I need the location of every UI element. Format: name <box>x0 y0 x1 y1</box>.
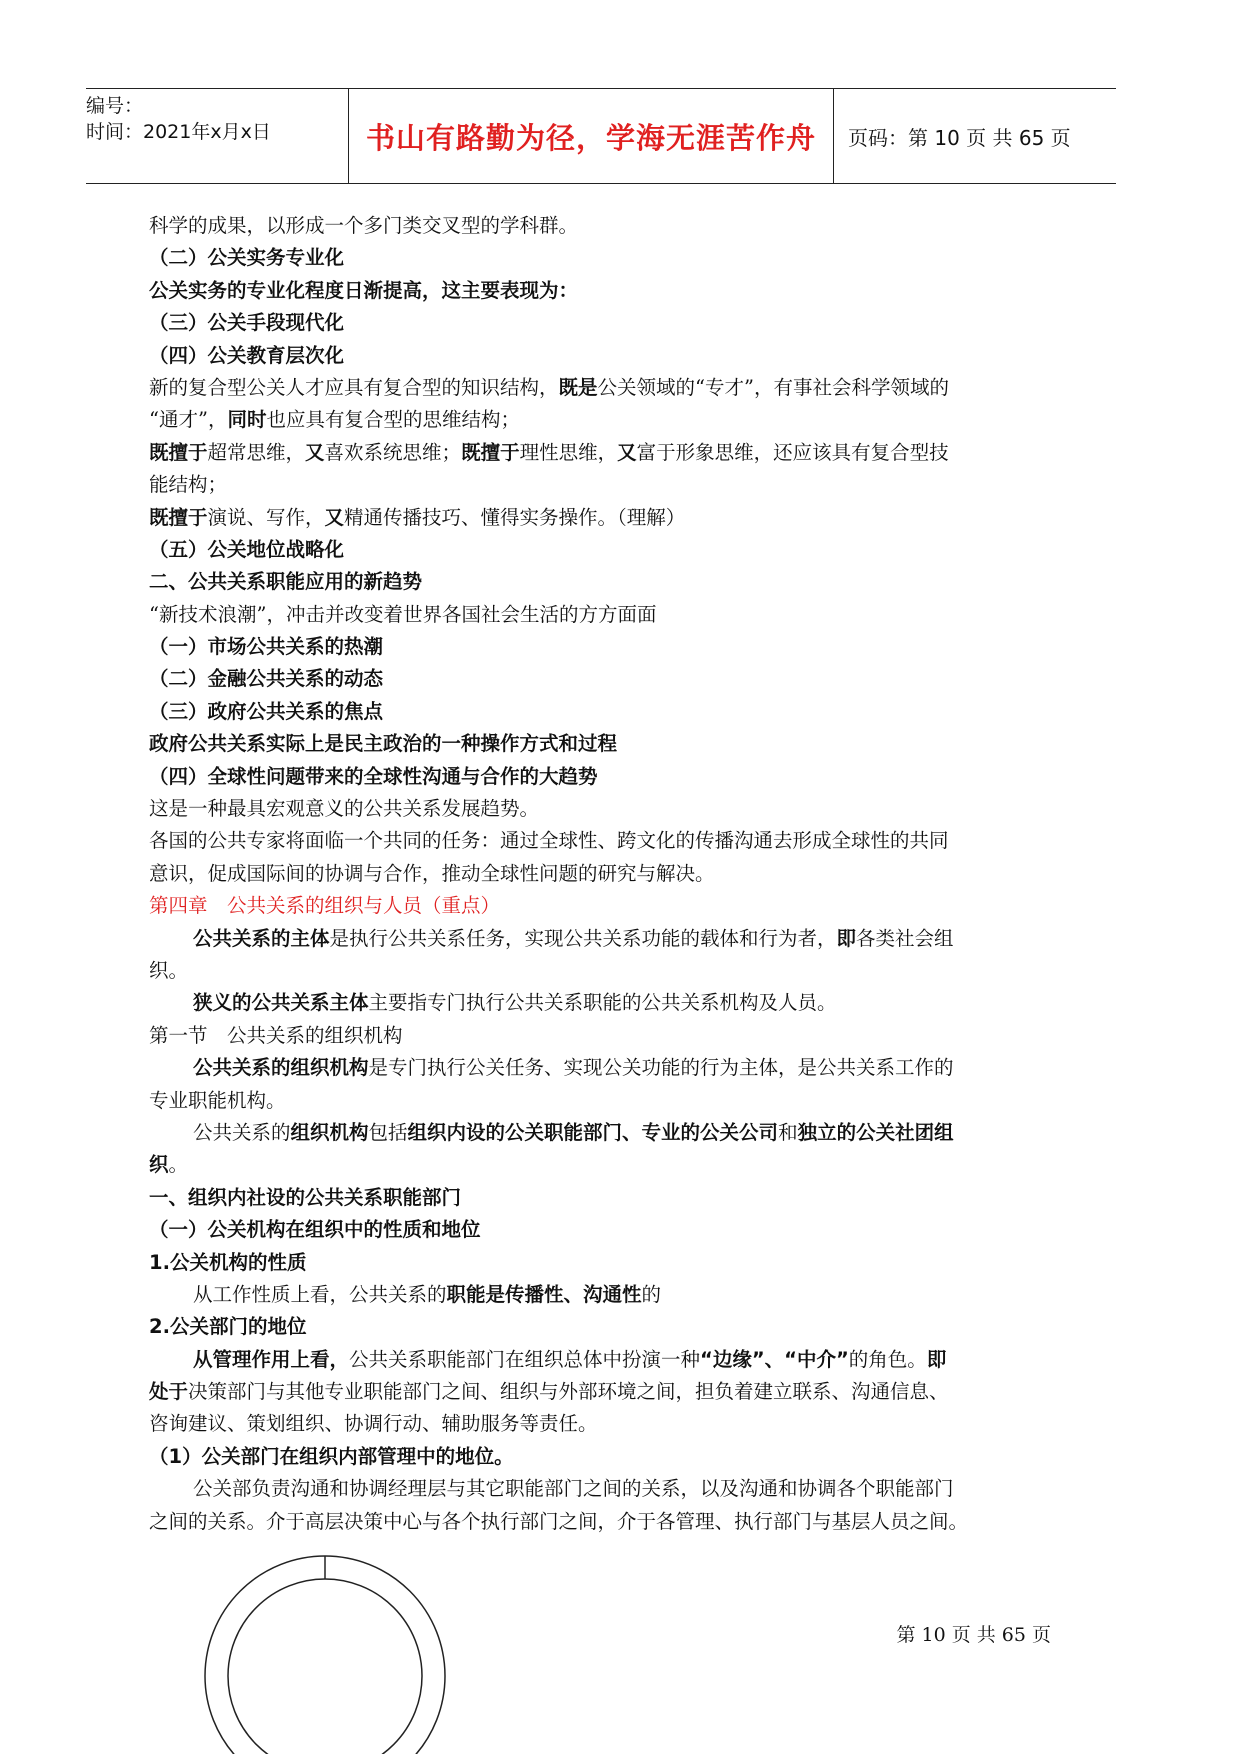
text-line <box>149 307 1055 339</box>
text-line <box>149 242 1055 274</box>
text-line <box>149 599 1055 631</box>
text-span: 决策部门与其他专业职能部门之间、组织与外部环境之间，担负着建立联系、沟通信息、 <box>188 1380 949 1404</box>
text-line <box>149 793 1055 825</box>
text-span: 专业职能机构。 <box>149 1088 286 1112</box>
bold-text: 既擅于 <box>461 440 520 464</box>
text-line <box>149 1020 1055 1052</box>
bold-text: 组织内设的公关职能部门、专业的公关公司 <box>407 1120 779 1144</box>
bold-text: （二）金融公共关系的动态 <box>149 667 384 691</box>
text-span: 新的复合型公关人才应具有复合型的知识结构， <box>149 375 559 399</box>
text-line <box>149 469 1055 501</box>
bold-text: 公关实务的专业化程度日渐提高，这主要表现为： <box>149 278 579 302</box>
text-span: 公共关系的 <box>193 1120 291 1144</box>
header-page-number: 页码：第 10 页 共 65 页 <box>848 125 1071 150</box>
bold-text: 职能是传播性、沟通性 <box>446 1282 642 1306</box>
text-line <box>149 372 1055 404</box>
text-span: 演说、写作， <box>207 505 325 529</box>
text-line <box>149 210 1055 242</box>
text-span: 公关部负责沟通和协调经理层与其它职能部门之间的关系，以及沟通和协调各个职能部门 <box>193 1477 954 1501</box>
page-header <box>86 88 1116 184</box>
text-span: 从工作性质上看，公共关系的 <box>193 1282 447 1306</box>
bold-text: 独立的公关社团组 <box>797 1120 954 1144</box>
text-line <box>149 1473 1055 1505</box>
text-span: 的 <box>641 1282 662 1306</box>
bold-text: 即 <box>836 926 857 950</box>
text-span: 包括 <box>368 1120 408 1144</box>
text-line <box>149 955 1055 987</box>
middle-circle <box>228 1579 422 1754</box>
text-line <box>149 663 1055 695</box>
bold-text: 既擅于 <box>149 505 208 529</box>
header-motto: 书山有路勤为径，学海无涯苦作舟 <box>348 89 834 183</box>
text-span: 织。 <box>149 958 189 982</box>
bold-text: 1.公关机构的性质 <box>149 1250 307 1274</box>
bold-text: 又 <box>305 440 325 464</box>
text-span: 理性思维， <box>519 440 618 464</box>
text-span: 超常思维， <box>207 440 306 464</box>
bold-text: “边缘”、“中介” <box>700 1347 849 1371</box>
text-line <box>149 1408 1055 1440</box>
text-span: 公共关系职能部门在组织总体中扮演一种 <box>349 1347 701 1371</box>
bold-text: 处于 <box>149 1380 189 1404</box>
bold-text: 又 <box>617 440 637 464</box>
text-line <box>149 1344 1055 1376</box>
bold-text: 2.公关部门的地位 <box>149 1315 307 1339</box>
bold-text: （五）公关地位战略化 <box>149 537 345 561</box>
bold-text: 织 <box>149 1153 169 1177</box>
text-line <box>149 923 1055 955</box>
text-span: 是执行公共关系任务，实现公共关系功能的载体和行为者， <box>329 926 837 950</box>
text-span: 精通传播技巧、懂得实务操作。（理解） <box>344 505 686 529</box>
text-span: 和 <box>778 1120 798 1144</box>
bold-text: 又 <box>324 505 345 529</box>
text-line <box>149 1376 1055 1408</box>
document-body <box>149 210 1055 1538</box>
bold-text: 既是 <box>558 375 598 399</box>
text-span: 科学的成果，以形成一个多门类交叉型的学科群。 <box>149 214 579 237</box>
text-line <box>149 502 1055 534</box>
bold-text: （一）市场公共关系的热潮 <box>149 635 384 659</box>
text-line <box>149 437 1055 469</box>
text-line <box>149 404 1055 436</box>
text-line <box>149 631 1055 663</box>
text-span: 能结构； <box>149 473 228 497</box>
text-span: 富于形象思维，还应该具有复合型技 <box>636 440 949 464</box>
text-line <box>149 1441 1055 1473</box>
time-label: 时间：2021年x月x日 <box>86 121 271 143</box>
concentric-circles-diagram <box>200 1550 500 1754</box>
text-span: 喜欢系统思维； <box>324 440 462 464</box>
text-line <box>149 1182 1055 1214</box>
bold-text: 从管理作用上看， <box>193 1347 350 1371</box>
bold-text: 政府公共关系实际上是民主政治的一种操作方式和过程 <box>149 732 618 756</box>
bold-text: （三）公关手段现代化 <box>149 311 345 335</box>
text-line <box>149 1506 1055 1538</box>
text-span: “新技术浪潮”，冲击并改变着世界各国社会生活的方方面面 <box>149 602 657 626</box>
text-span: 主要指专门执行公共关系职能的公共关系机构及人员。 <box>368 991 837 1015</box>
text-span: 各国的公共专家将面临一个共同的任务：通过全球性、跨文化的传播沟通去形成全球性的共同 <box>149 829 949 853</box>
text-line <box>149 1214 1055 1246</box>
bold-text: （三）政府公共关系的焦点 <box>149 699 384 723</box>
text-line <box>149 761 1055 793</box>
chapter-heading: 第四章 公共关系的组织与人员（重点） <box>149 894 501 918</box>
bold-text: 即 <box>926 1347 947 1371</box>
text-line <box>149 340 1055 372</box>
text-span: 咨询建议、策划组织、协调行动、辅助服务等责任。 <box>149 1412 598 1436</box>
text-line <box>149 1247 1055 1279</box>
bold-text: 公共关系的组织机构 <box>193 1056 369 1080</box>
number-label: 编号： <box>86 95 144 117</box>
text-span: 这是一种最具宏观意义的公共关系发展趋势。 <box>149 797 540 821</box>
bold-text: 狭义的公共关系主体 <box>193 991 369 1015</box>
text-span: 各类社会组 <box>856 926 954 950</box>
text-line <box>149 696 1055 728</box>
page-footer: 第 10 页 共 65 页 <box>896 1624 1051 1646</box>
bold-text: 组织机构 <box>290 1120 369 1144</box>
text-line <box>149 987 1055 1019</box>
text-line <box>149 566 1055 598</box>
text-line <box>149 1117 1055 1149</box>
text-span: 意识，促成国际间的协调与合作，推动全球性问题的研究与解决。 <box>149 861 715 885</box>
text-span: 公关领域的“专才”，有事社会科学领域的 <box>597 375 949 399</box>
bold-text: 一、组织内社设的公共关系职能部门 <box>149 1185 462 1209</box>
text-line <box>149 890 1055 922</box>
bold-text: （四）公关教育层次化 <box>149 343 345 367</box>
text-span: “通才”， <box>149 408 228 432</box>
text-span: 也应具有复合型的思维结构； <box>266 408 520 432</box>
bold-text: 公共关系的主体 <box>193 926 330 950</box>
text-span: 第一节 公共关系的组织机构 <box>149 1023 403 1047</box>
text-line <box>149 728 1055 760</box>
bold-text: （二）公关实务专业化 <box>149 246 345 270</box>
text-line <box>149 275 1055 307</box>
text-line <box>149 534 1055 566</box>
text-line <box>149 1052 1055 1084</box>
bold-text: （一）公关机构在组织中的性质和地位 <box>149 1218 481 1242</box>
bold-text: 既擅于 <box>149 440 208 464</box>
text-line <box>149 1149 1055 1181</box>
text-line <box>149 1311 1055 1343</box>
bold-text: 同时 <box>227 408 267 432</box>
text-line <box>149 1279 1055 1311</box>
text-span: 的角色。 <box>848 1347 927 1371</box>
header-meta <box>86 89 348 187</box>
bold-text: （四）全球性问题带来的全球性沟通与合作的大趋势 <box>149 764 598 788</box>
text-line <box>149 858 1055 890</box>
bold-text: 二、公共关系职能应用的新趋势 <box>149 570 423 594</box>
text-span: 。 <box>168 1153 189 1177</box>
text-line <box>149 1085 1055 1117</box>
text-span: 之间的关系。介于高层决策中心与各个执行部门之间，介于各管理、执行部门与基层人员之间。 <box>149 1509 969 1533</box>
text-span: 是专门执行公关任务、实现公关功能的行为主体，是公共关系工作的 <box>368 1056 954 1080</box>
text-line <box>149 825 1055 857</box>
bold-text: （1）公关部门在组织内部管理中的地位。 <box>149 1444 514 1468</box>
